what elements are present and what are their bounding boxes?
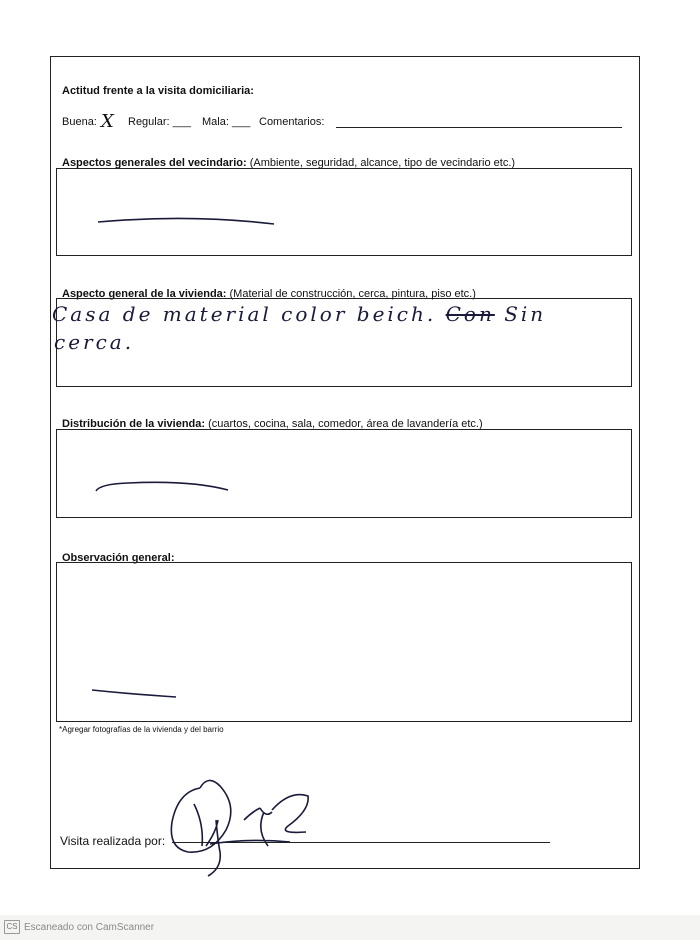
footer-text: Escaneado con CamScanner — [24, 921, 155, 933]
scanner-footer — [4, 920, 154, 934]
handwritten-struck-word: Con — [445, 302, 495, 326]
observation-title: Observación general: — [62, 552, 175, 564]
handwritten-description: Casa de material color beich. — [52, 302, 437, 326]
handwritten-line-2: cerca. — [54, 330, 135, 354]
camscanner-icon: CS — [4, 920, 20, 934]
observation-box — [56, 562, 632, 722]
handwritten-line-1 — [52, 302, 546, 326]
distribution-hint: (cuartos, cocina, sala, comedor, área de lavandería etc.) — [208, 418, 483, 430]
visit-label: Visita realizada por: — [60, 834, 166, 848]
attitude-title: Actitud frente a la visita domiciliaria: — [62, 85, 254, 97]
handwritten-without: Sin — [504, 302, 547, 326]
good-check-mark: X — [101, 111, 114, 132]
distribution-title: Distribución de la vivienda: — [62, 418, 206, 430]
housing-title: Aspecto general de la vivienda: — [62, 288, 227, 300]
regular-label: Regular: ___ — [128, 116, 191, 128]
photo-note: *Agregar fotografías de la vivienda y del barrio — [59, 725, 224, 734]
neighborhood-title: Aspectos generales del vecindario: — [62, 157, 247, 169]
bad-label: Mala: ___ — [202, 116, 251, 128]
good-label: Buena: — [62, 116, 97, 128]
housing-hint: (Material de construcción, cerca, pintura, piso etc.) — [229, 288, 476, 300]
distribution-box — [56, 429, 632, 518]
signature — [160, 772, 330, 882]
neighborhood-hint: (Ambiente, seguridad, alcance, tipo de vecindario etc.) — [249, 157, 516, 169]
neighborhood-dash — [98, 218, 274, 224]
comments-label: Comentarios: — [259, 116, 325, 128]
